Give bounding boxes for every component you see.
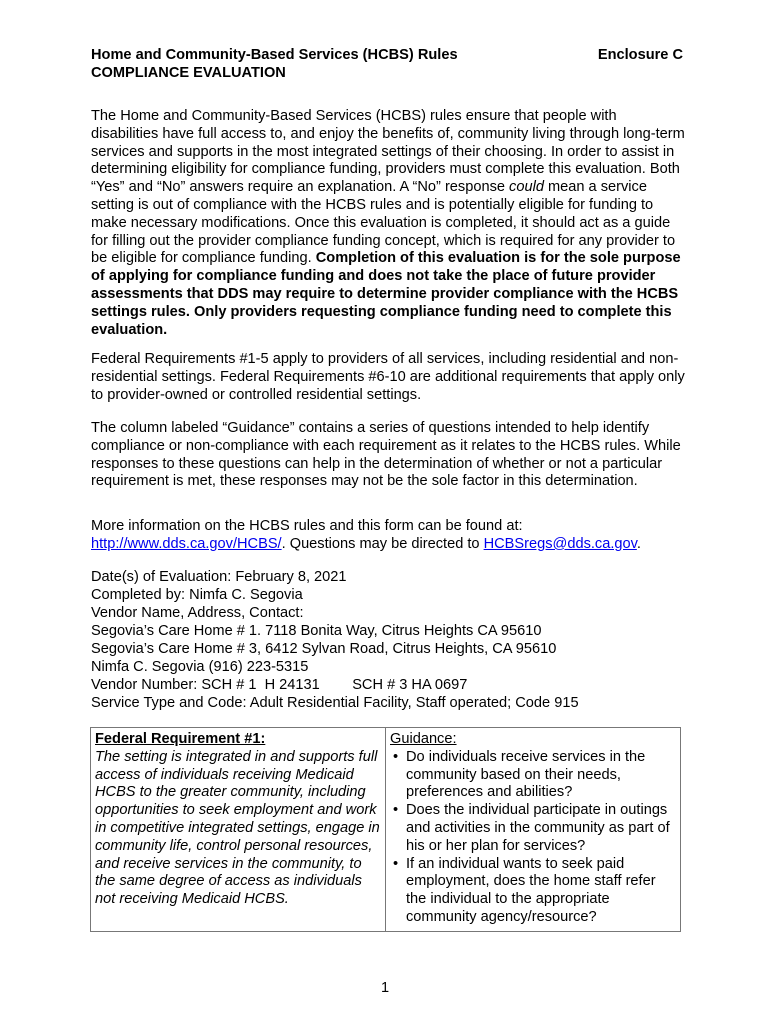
evaluation-date: Date(s) of Evaluation: February 8, 2021 xyxy=(91,569,347,585)
vendor-number: Vendor Number: SCH # 1 H 24131 SCH # 3 HA 0697 xyxy=(91,677,468,693)
vendor-address-1: Segovia’s Care Home # 1. 7118 Bonita Way, Citrus Heights CA 95610 xyxy=(91,623,542,639)
completed-by: Completed by: Nimfa C. Segovia xyxy=(91,587,303,603)
table-row xyxy=(91,728,681,932)
guidance-list xyxy=(390,749,676,927)
requirement-title: Federal Requirement #1: xyxy=(95,731,266,747)
requirement-text: The setting is integrated in and supports full access of individuals receiving Medicaid HCBS to the greater community, including opportunities to seek employment and work in competitive integrated settings, engage in community life, control personal resources, and receive services in the community, to the same degree of access as individuals not receiving Medicaid HCBS. xyxy=(95,748,380,908)
list-item: • Does the individual participate in outings and activities in the community as part of his or her plan for services? xyxy=(406,802,676,855)
header-subtitle: COMPLIANCE EVALUATION xyxy=(91,64,286,81)
service-type: Service Type and Code: Adult Residential Facility, Staff operated; Code 915 xyxy=(91,695,579,711)
guidance-paragraph: The column labeled “Guidance” contains a series of questions intended to help identify compliance or non-compliance with each requirement as it relates to the HCBS rules. While responses to these questions can help in the determination of whether or not a particular requirement is met, these responses may not be the sole factor in this determination. xyxy=(91,420,681,490)
more-info-paragraph xyxy=(91,518,685,554)
vendor-label: Vendor Name, Address, Contact: xyxy=(91,605,304,621)
evaluation-info xyxy=(91,569,579,713)
vendor-address-2: Segovia’s Care Home # 3, 6412 Sylvan Road, Citrus Heights, CA 95610 xyxy=(91,641,557,657)
requirement-cell xyxy=(91,728,386,932)
enclosure-label: Enclosure C xyxy=(597,47,683,63)
hcbs-link[interactable]: http://www.dds.ca.gov/HCBS/ xyxy=(91,535,282,552)
intro-bold: Completion of this evaluation is for the sole purpose of applying for compliance funding and does not take the place of future provider assessments that DDS may require to determine provider compliance with the HCBS settings rules. Only providers requesting compliance funding need to complete this evaluation. xyxy=(91,250,681,338)
more-info-text-2: . Questions may be directed to xyxy=(281,535,484,552)
page-number: 1 xyxy=(380,980,390,996)
intro-text: The Home and Community-Based Services (HCBS) rules ensure that people with disabilities have full access to, and enjoy the benefits of, community living through long-term services and supports in the most integrated settings of their choosing. In order to assist in determining eligibility for compliance funding, providers must complete this evaluation. Both “Yes” and “No” answers require an explanation. A “No” response xyxy=(91,108,685,196)
intro-text-2: mean a service setting is out of compliance with the HCBS rules and is potentially eligible for funding to make necessary modifications. Once this evaluation is completed, it should act as a guide for filling out the provider compliance funding concept, which is required for any provider to be eligible for compliance funding. xyxy=(91,179,676,267)
list-item: • Do individuals receive services in the community based on their needs, preferences and abilities? xyxy=(406,749,676,802)
guidance-label: Guidance: xyxy=(390,731,457,747)
more-info-text-3: . xyxy=(636,535,641,552)
guidance-cell xyxy=(386,728,681,932)
intro-paragraph xyxy=(91,108,685,339)
email-link[interactable]: HCBSregs@dds.ca.gov xyxy=(483,535,637,552)
intro-italic: could xyxy=(509,179,544,196)
header-title: Home and Community-Based Services (HCBS) Rules xyxy=(91,47,458,63)
more-info-text: More information on the HCBS rules and this form can be found at: xyxy=(91,518,523,534)
requirements-paragraph: Federal Requirements #1-5 apply to providers of all services, including residential and non-residential settings. Federal Requirements #6-10 are additional requirements that apply only to provider-owned or controlled residential settings. xyxy=(91,351,685,403)
requirement-table xyxy=(90,727,681,932)
vendor-contact: Nimfa C. Segovia (916) 223-5315 xyxy=(91,659,309,675)
document-header xyxy=(91,47,683,83)
list-item: • If an individual wants to seek paid employment, does the home staff refer the individual to the appropriate community agency/resource? xyxy=(406,856,676,927)
